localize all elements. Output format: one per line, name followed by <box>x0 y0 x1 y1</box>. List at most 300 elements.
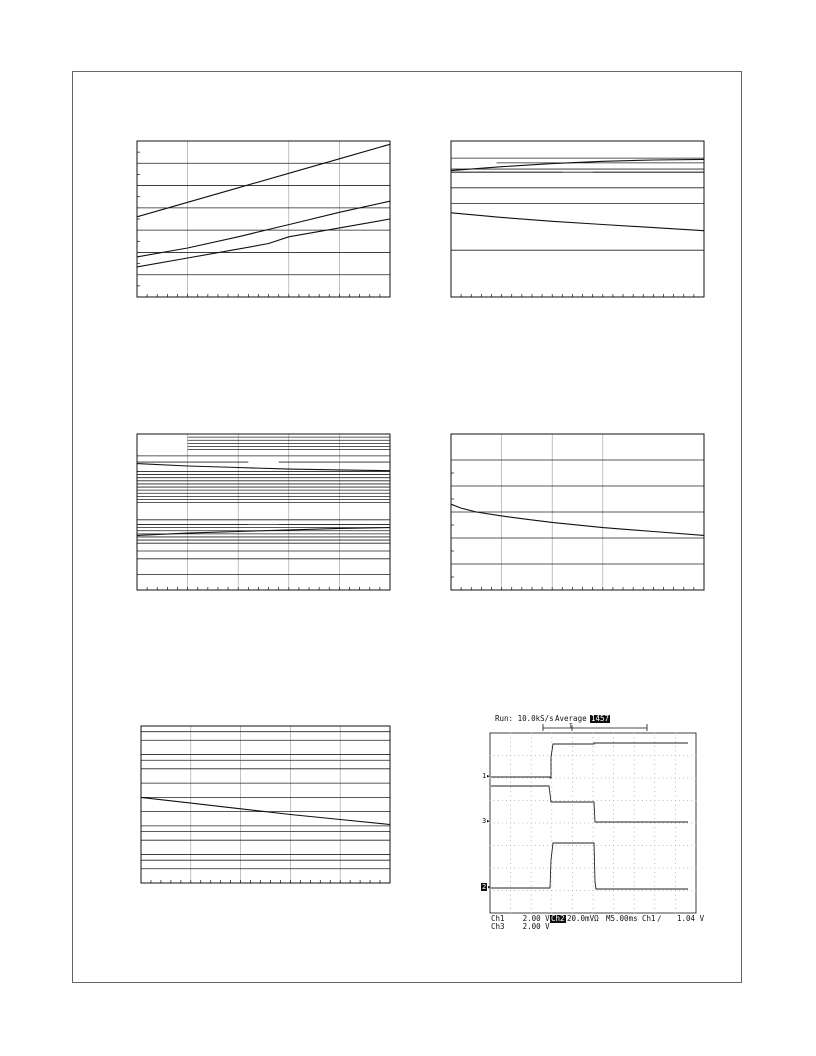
grat-dot <box>654 872 655 873</box>
grat-dot <box>650 845 651 846</box>
grat-dot <box>531 746 532 747</box>
grat-dot <box>551 827 552 828</box>
grat-dot <box>510 899 511 900</box>
grat-dot <box>514 823 515 824</box>
grat-dot <box>687 755 688 756</box>
grat-dot <box>506 890 507 891</box>
grat-dot <box>626 890 627 891</box>
grat-dot <box>654 841 655 842</box>
grat-dot <box>593 877 594 878</box>
grat-dot <box>597 823 598 824</box>
grat-dot <box>572 818 573 819</box>
plot-frame <box>137 434 390 590</box>
grat-dot <box>523 823 524 824</box>
grat-dot <box>572 769 573 770</box>
grat-dot <box>650 890 651 891</box>
grat-dot <box>576 890 577 891</box>
grat-dot <box>675 827 676 828</box>
grat-dot <box>675 890 676 891</box>
grat-dot <box>675 760 676 761</box>
grat-dot <box>671 800 672 801</box>
grat-dot <box>584 890 585 891</box>
grat-dot <box>634 841 635 842</box>
grat-dot <box>572 881 573 882</box>
grat-dot <box>671 823 672 824</box>
grat-dot <box>593 769 594 770</box>
grat-dot <box>675 742 676 743</box>
grat-dot <box>654 832 655 833</box>
grat-dot <box>535 755 536 756</box>
grat-dot <box>551 877 552 878</box>
grat-dot <box>675 881 676 882</box>
grat-dot <box>654 800 655 801</box>
grat-dot <box>634 881 635 882</box>
grat-dot <box>609 845 610 846</box>
grat-dot <box>691 755 692 756</box>
grat-dot <box>506 800 507 801</box>
grat-dot <box>555 868 556 869</box>
grat-dot <box>531 854 532 855</box>
grat-dot <box>547 800 548 801</box>
grat-dot <box>510 773 511 774</box>
grat-dot <box>584 868 585 869</box>
grat-dot <box>572 836 573 837</box>
grat-dot <box>560 868 561 869</box>
grat-dot <box>650 823 651 824</box>
grat-dot <box>531 764 532 765</box>
grat-dot <box>543 868 544 869</box>
grat-dot <box>593 859 594 860</box>
grat-dot <box>593 832 594 833</box>
grat-dot <box>601 845 602 846</box>
grat-dot <box>687 823 688 824</box>
footer-trigger-source: Ch1 <box>642 914 656 923</box>
chart-5 <box>141 726 390 883</box>
grat-dot <box>609 823 610 824</box>
grat-dot <box>572 850 573 851</box>
grat-dot <box>613 863 614 864</box>
grat-dot <box>510 769 511 770</box>
grat-dot <box>613 850 614 851</box>
grat-dot <box>523 890 524 891</box>
grat-dot <box>634 746 635 747</box>
grat-dot <box>634 809 635 810</box>
trace-ch3 <box>491 786 688 822</box>
grat-dot <box>531 877 532 878</box>
grat-dot <box>580 823 581 824</box>
grat-dot <box>613 764 614 765</box>
grat-dot <box>613 841 614 842</box>
grat-dot <box>671 868 672 869</box>
grat-dot <box>588 755 589 756</box>
grat-dot <box>675 832 676 833</box>
grat-dot <box>634 872 635 873</box>
grat-dot <box>613 881 614 882</box>
grat-dot <box>617 845 618 846</box>
grat-dot <box>547 845 548 846</box>
grat-dot <box>551 742 552 743</box>
grat-dot <box>531 836 532 837</box>
grat-dot <box>634 805 635 806</box>
grat-dot <box>634 863 635 864</box>
grat-dot <box>593 737 594 738</box>
grat-dot <box>502 845 503 846</box>
grat-dot <box>572 760 573 761</box>
grat-dot <box>593 836 594 837</box>
grat-dot <box>613 845 614 846</box>
grat-dot <box>691 823 692 824</box>
grat-dot <box>593 805 594 806</box>
grat-dot <box>510 805 511 806</box>
plot-svg <box>137 434 390 590</box>
grat-dot <box>572 764 573 765</box>
grat-dot <box>642 845 643 846</box>
grat-dot <box>531 805 532 806</box>
grat-dot <box>638 755 639 756</box>
grat-dot <box>634 800 635 801</box>
grat-dot <box>675 809 676 810</box>
grat-dot <box>510 800 511 801</box>
grat-dot <box>535 868 536 869</box>
grat-dot <box>543 800 544 801</box>
grat-dot <box>543 890 544 891</box>
grat-dot <box>642 823 643 824</box>
grat-dot <box>593 800 594 801</box>
grat-dot <box>638 868 639 869</box>
grat-dot <box>572 868 573 869</box>
grat-dot <box>675 764 676 765</box>
grat-dot <box>564 778 565 779</box>
grat-dot <box>510 890 511 891</box>
grat-dot <box>675 845 676 846</box>
grat-dot <box>527 778 528 779</box>
grat-dot <box>646 800 647 801</box>
grat-dot <box>683 800 684 801</box>
footer-ch1: Ch1 2.00 V <box>491 914 550 923</box>
grat-dot <box>568 845 569 846</box>
grat-dot <box>605 823 606 824</box>
grat-dot <box>535 845 536 846</box>
grat-dot <box>547 823 548 824</box>
grat-dot <box>510 787 511 788</box>
grat-dot <box>634 751 635 752</box>
grat-dot <box>588 823 589 824</box>
grat-dot <box>531 787 532 788</box>
grat-dot <box>502 778 503 779</box>
grat-dot <box>593 895 594 896</box>
grat-dot <box>663 890 664 891</box>
grat-dot <box>506 823 507 824</box>
grat-dot <box>510 746 511 747</box>
grat-dot <box>675 859 676 860</box>
grat-dot <box>696 823 697 824</box>
grat-dot <box>601 800 602 801</box>
grat-dot <box>551 791 552 792</box>
grat-dot <box>531 841 532 842</box>
grat-dot <box>539 800 540 801</box>
grat-dot <box>667 800 668 801</box>
grat-dot <box>510 796 511 797</box>
grat-dot <box>539 868 540 869</box>
grat-dot <box>498 755 499 756</box>
grat-dot <box>490 755 491 756</box>
grat-dot <box>634 733 635 734</box>
grat-dot <box>514 890 515 891</box>
grat-dot <box>691 845 692 846</box>
grat-dot <box>593 796 594 797</box>
ch1-marker: 1▸ <box>482 772 491 780</box>
grat-dot <box>675 854 676 855</box>
trigger-marker: T <box>569 723 573 730</box>
grat-dot <box>502 868 503 869</box>
grat-dot <box>613 904 614 905</box>
grat-dot <box>531 751 532 752</box>
grat-dot <box>626 845 627 846</box>
grat-dot <box>551 805 552 806</box>
grat-dot <box>675 778 676 779</box>
grat-dot <box>555 755 556 756</box>
grat-dot <box>490 868 491 869</box>
grat-dot <box>642 755 643 756</box>
grat-dot <box>551 845 552 846</box>
grat-dot <box>494 890 495 891</box>
grat-dot <box>593 886 594 887</box>
grat-dot <box>593 791 594 792</box>
grat-dot <box>634 755 635 756</box>
grat-dot <box>634 886 635 887</box>
grat-dot <box>654 773 655 774</box>
grat-dot <box>613 886 614 887</box>
grat-dot <box>597 890 598 891</box>
grat-dot <box>658 755 659 756</box>
grat-dot <box>654 814 655 815</box>
grat-dot <box>663 868 664 869</box>
grat-dot <box>613 796 614 797</box>
grat-dot <box>551 868 552 869</box>
footer-ch2-label: Ch2 <box>551 914 565 923</box>
grat-dot <box>654 737 655 738</box>
grat-dot <box>658 868 659 869</box>
grat-dot <box>568 800 569 801</box>
grat-dot <box>663 800 664 801</box>
grat-dot <box>613 809 614 810</box>
grat-dot <box>535 823 536 824</box>
grat-dot <box>510 760 511 761</box>
grat-dot <box>626 778 627 779</box>
grat-dot <box>634 814 635 815</box>
grat-dot <box>551 809 552 810</box>
grat-dot <box>593 814 594 815</box>
grat-dot <box>621 823 622 824</box>
grat-dot <box>634 868 635 869</box>
grat-dot <box>531 845 532 846</box>
grat-dot <box>654 746 655 747</box>
grat-dot <box>531 737 532 738</box>
chart-4 <box>451 434 704 590</box>
plot-svg <box>451 141 704 297</box>
grat-dot <box>547 778 548 779</box>
grat-dot <box>679 868 680 869</box>
grat-dot <box>531 890 532 891</box>
grat-dot <box>613 908 614 909</box>
grat-dot <box>531 832 532 833</box>
grat-dot <box>531 755 532 756</box>
grat-dot <box>654 908 655 909</box>
grat-dot <box>518 755 519 756</box>
grat-dot <box>696 778 697 779</box>
grat-dot <box>564 800 565 801</box>
grat-dot <box>634 899 635 900</box>
trace-ch1 <box>491 743 688 778</box>
grat-dot <box>675 908 676 909</box>
grat-dot <box>584 800 585 801</box>
grat-dot <box>683 778 684 779</box>
grat-dot <box>531 782 532 783</box>
grat-dot <box>527 755 528 756</box>
grat-dot <box>667 845 668 846</box>
grat-dot <box>514 845 515 846</box>
grat-dot <box>560 845 561 846</box>
grat-dot <box>531 868 532 869</box>
grat-dot <box>609 890 610 891</box>
footer-ch2-value: 20.0mVΩ <box>567 914 599 923</box>
grat-dot <box>601 778 602 779</box>
grat-dot <box>609 868 610 869</box>
grat-dot <box>593 809 594 810</box>
ch2-marker: 2▸ <box>482 883 492 891</box>
grat-dot <box>687 845 688 846</box>
grat-dot <box>551 836 552 837</box>
grat-dot <box>531 818 532 819</box>
grat-dot <box>593 868 594 869</box>
grat-dot <box>634 818 635 819</box>
grat-dot <box>551 800 552 801</box>
grat-dot <box>518 823 519 824</box>
grat-dot <box>613 877 614 878</box>
grat-dot <box>572 845 573 846</box>
plot-svg <box>451 434 704 590</box>
grat-dot <box>675 868 676 869</box>
grat-dot <box>560 778 561 779</box>
grat-dot <box>572 751 573 752</box>
grat-dot <box>568 823 569 824</box>
grat-dot <box>691 868 692 869</box>
grat-dot <box>572 890 573 891</box>
grat-dot <box>568 778 569 779</box>
grat-dot <box>654 769 655 770</box>
grat-dot <box>593 841 594 842</box>
record-bar <box>543 724 647 731</box>
grat-dot <box>572 755 573 756</box>
grat-dot <box>576 755 577 756</box>
grat-dot <box>531 872 532 873</box>
grat-dot <box>510 818 511 819</box>
grat-dot <box>630 823 631 824</box>
grat-dot <box>593 872 594 873</box>
grat-dot <box>626 868 627 869</box>
grat-dot <box>675 751 676 752</box>
grat-dot <box>675 733 676 734</box>
grat-dot <box>535 778 536 779</box>
grat-dot <box>502 823 503 824</box>
grat-dot <box>593 760 594 761</box>
grat-dot <box>527 845 528 846</box>
grat-dot <box>663 778 664 779</box>
grat-dot <box>555 845 556 846</box>
grat-dot <box>593 818 594 819</box>
grat-dot <box>642 868 643 869</box>
grat-dot <box>531 863 532 864</box>
grat-dot <box>675 737 676 738</box>
grat-dot <box>597 778 598 779</box>
grat-dot <box>510 814 511 815</box>
grat-dot <box>613 737 614 738</box>
grat-dot <box>584 778 585 779</box>
grat-dot <box>498 778 499 779</box>
grat-dot <box>605 868 606 869</box>
grat-dot <box>539 823 540 824</box>
grat-dot <box>593 787 594 788</box>
grat-dot <box>576 845 577 846</box>
grat-dot <box>667 778 668 779</box>
plot-frame <box>141 726 390 883</box>
grat-dot <box>531 800 532 801</box>
grat-dot <box>609 800 610 801</box>
grat-dot <box>634 773 635 774</box>
grat-dot <box>518 868 519 869</box>
grat-dot <box>527 868 528 869</box>
grat-dot <box>613 836 614 837</box>
grat-dot <box>572 908 573 909</box>
grat-dot <box>658 890 659 891</box>
grat-dot <box>498 868 499 869</box>
grat-dot <box>510 877 511 878</box>
grat-dot <box>675 773 676 774</box>
grat-dot <box>510 823 511 824</box>
grat-dot <box>675 782 676 783</box>
grat-dot <box>494 823 495 824</box>
grat-dot <box>593 850 594 851</box>
grat-dot <box>494 778 495 779</box>
grat-dot <box>510 764 511 765</box>
grat-dot <box>634 787 635 788</box>
plot-frame <box>451 141 704 297</box>
grat-dot <box>634 769 635 770</box>
grat-dot <box>630 868 631 869</box>
grat-dot <box>531 814 532 815</box>
grat-dot <box>576 868 577 869</box>
grat-dot <box>564 823 565 824</box>
grat-dot <box>654 782 655 783</box>
grat-dot <box>675 769 676 770</box>
grat-dot <box>683 755 684 756</box>
grat-dot <box>613 859 614 860</box>
grat-dot <box>605 845 606 846</box>
grat-dot <box>621 868 622 869</box>
grat-dot <box>593 890 594 891</box>
grat-dot <box>494 845 495 846</box>
grat-dot <box>572 746 573 747</box>
grat-dot <box>654 895 655 896</box>
grat-dot <box>510 832 511 833</box>
grat-dot <box>634 791 635 792</box>
grat-dot <box>531 895 532 896</box>
grat-dot <box>543 755 544 756</box>
grat-dot <box>531 899 532 900</box>
grat-dot <box>551 778 552 779</box>
grat-dot <box>555 890 556 891</box>
grat-dot <box>613 832 614 833</box>
